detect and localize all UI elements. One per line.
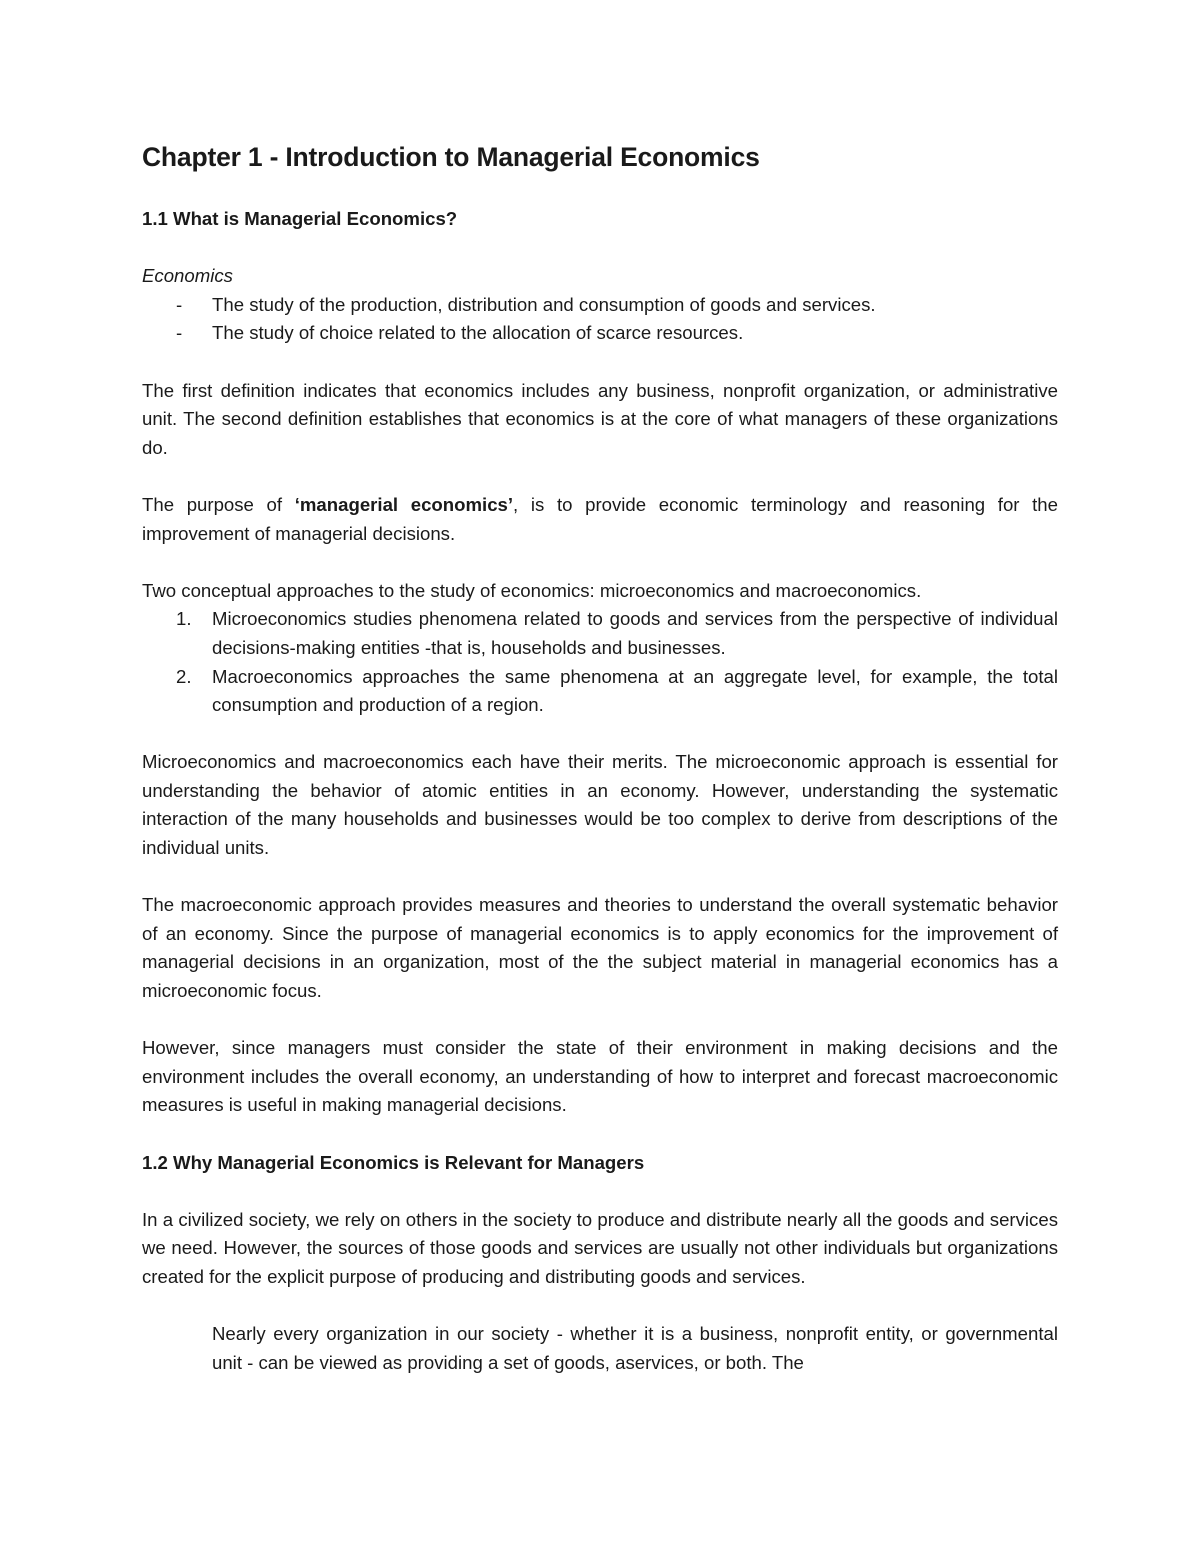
paragraph-society: In a civilized society, we rely on others in the society to produce and distribute nearly all the goods and services we need. However, the sources of those goods and services are usually not other individuals but organizations created for the explicit purpose of producing and distributing goods and services. bbox=[142, 1208, 1058, 1287]
dash-bullet: - bbox=[176, 293, 183, 315]
paragraph-merits: Microeconomics and macroeconomics each have their merits. The microeconomic approach is essential for understanding the behavior of atomic entities in an economy. However, understanding the systematic interaction of the many households and businesses would be too complex to derive from descriptions of the individual units. bbox=[142, 751, 1058, 859]
paragraph-purpose bbox=[142, 491, 1058, 548]
paragraph-approaches-intro: Two conceptual approaches to the study of economics: microeconomics and macroeconomics. bbox=[142, 579, 922, 601]
definition-item bbox=[142, 291, 1058, 320]
block-quote: Nearly every organization in our society - whether it is a business, nonprofit entity, or governmental unit - can be viewed as providing a set of goods, aservices, or both. The bbox=[212, 1323, 1058, 1373]
purpose-bold-term: ‘managerial economics’ bbox=[294, 493, 514, 515]
approach-text: Microeconomics studies phenomena related to goods and services from the perspective of individual decisions-making entities -that is, households and businesses. bbox=[212, 608, 1058, 658]
paragraph-definitions: The first definition indicates that economics includes any business, nonprofit organization, or administrative unit. The second definition establishes that economics is at the core of what managers of these organizations do. bbox=[142, 379, 1058, 458]
definition-text: The study of choice related to the allocation of scarce resources. bbox=[212, 322, 744, 344]
purpose-text-before: The purpose of bbox=[142, 493, 295, 515]
approach-item bbox=[142, 605, 1058, 662]
term-economics: Economics bbox=[142, 265, 233, 287]
section-heading-1-1: 1.1 What is Managerial Economics? bbox=[142, 208, 458, 229]
list-number: 2. bbox=[176, 665, 192, 687]
chapter-title: Chapter 1 - Introduction to Managerial Economics bbox=[142, 142, 760, 172]
paragraph-macro: The macroeconomic approach provides measures and theories to understand the overall systematic behavior of an economy. Since the purpose of managerial economics is to apply economics for the improvement of managerial decisions in an organization, most of the the subject material in managerial economics has a microeconomic focus. bbox=[142, 894, 1058, 1002]
definition-list bbox=[142, 291, 1058, 348]
definition-item bbox=[142, 319, 1058, 348]
paragraph-however: However, since managers must consider the state of their environment in making decisions and the environment includes the overall economy, an understanding of how to interpret and forecast macroeconomic measures is useful in making managerial decisions. bbox=[142, 1037, 1058, 1116]
section-heading-1-2: 1.2 Why Managerial Economics is Relevant for Managers bbox=[142, 1151, 645, 1173]
dash-bullet: - bbox=[176, 322, 183, 344]
approaches-list bbox=[142, 605, 1058, 719]
approach-item bbox=[142, 663, 1058, 720]
approach-text: Macroeconomics approaches the same phenomena at an aggregate level, for example, the total consumption and production of a region. bbox=[212, 665, 1058, 716]
document-page bbox=[142, 138, 1058, 1377]
purpose-text-after: , is to provide economic terminology and reasoning for the improvement of managerial decisions. bbox=[142, 493, 1058, 544]
list-number: 1. bbox=[176, 608, 192, 630]
definition-text: The study of the production, distribution and consumption of goods and services. bbox=[212, 293, 876, 315]
